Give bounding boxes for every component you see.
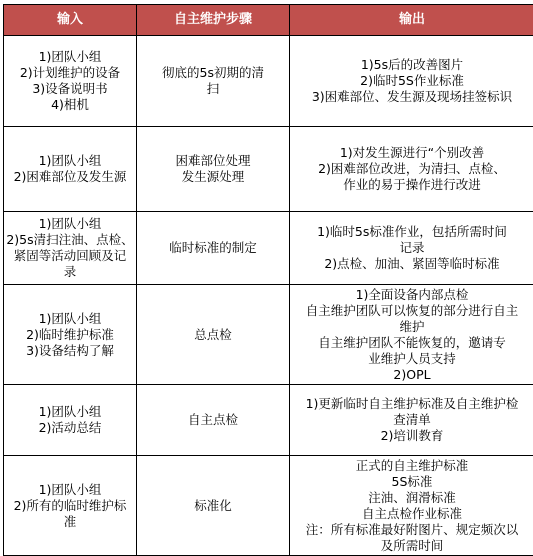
table-row bbox=[4, 212, 533, 285]
output-line: 2)临时5S作业标准 bbox=[360, 73, 464, 88]
step-line: 自主点检 bbox=[187, 412, 238, 427]
step-line: 标准化 bbox=[194, 497, 232, 513]
input-line: 2)所有的临时维护标 bbox=[13, 497, 127, 513]
input-line: 1)团队小组 bbox=[38, 49, 102, 64]
autonomous-maintenance-table bbox=[3, 4, 533, 556]
input-line: 2)活动总结 bbox=[38, 420, 102, 435]
input-line: 2)临时维护标准 bbox=[26, 326, 114, 342]
table-header-row bbox=[4, 5, 533, 36]
input-line: 3)设备结构了解 bbox=[26, 342, 114, 358]
input-cell bbox=[4, 285, 137, 385]
output-line: 注：所有标准最好附图片、规定频次以 bbox=[305, 521, 519, 537]
input-line: 2)困难部位及发生源 bbox=[13, 169, 127, 184]
output-line: 1)5s后的改善图片 bbox=[360, 57, 464, 72]
output-line: 自主点检作业标准 bbox=[361, 505, 462, 521]
step-line: 临时标准的制定 bbox=[169, 240, 257, 255]
input-line: 准 bbox=[63, 513, 77, 529]
step-cell bbox=[137, 456, 290, 556]
header-output: 输出 bbox=[290, 5, 533, 36]
output-line: 2)困难部位改进，为清扫、点检、 bbox=[318, 161, 506, 176]
output-line: 2)培训教育 bbox=[380, 428, 444, 443]
output-line: 5S标准 bbox=[391, 473, 433, 489]
output-line: 注油、润滑标准 bbox=[368, 489, 456, 505]
step-cell bbox=[137, 127, 290, 212]
step-line: 总点检 bbox=[194, 326, 232, 342]
input-cell bbox=[4, 127, 137, 212]
output-line: 作业的易于操作进行改进 bbox=[343, 177, 481, 192]
output-line: 3)困难部位、发生源及现场挂签标识 bbox=[311, 89, 513, 104]
step-line: 彻底的5s初期的清 bbox=[162, 65, 264, 80]
header-step: 自主维护步骤 bbox=[137, 5, 290, 36]
output-line: 维护 bbox=[399, 318, 425, 334]
output-line: 自主维护团队不能恢复的，邀请专 bbox=[318, 334, 506, 350]
input-line: 紧固等活动回顾及记 bbox=[13, 248, 127, 263]
table-row bbox=[4, 285, 533, 385]
output-cell bbox=[290, 385, 533, 456]
table-row bbox=[4, 456, 533, 556]
input-line: 1)团队小组 bbox=[38, 404, 102, 419]
input-line: 录 bbox=[63, 264, 77, 279]
output-line: 自主维护团队可以恢复的部分进行自主 bbox=[305, 302, 519, 318]
output-line: 2)OPL bbox=[393, 366, 431, 382]
input-cell bbox=[4, 456, 137, 556]
step-cell bbox=[137, 285, 290, 385]
step-line: 扫 bbox=[206, 81, 220, 96]
table-row bbox=[4, 127, 533, 212]
input-line: 2)5s清扫注油、点检、 bbox=[6, 232, 134, 247]
output-cell bbox=[290, 285, 533, 385]
input-line: 4)相机 bbox=[51, 97, 89, 112]
step-line: 困难部位处理 bbox=[175, 153, 251, 168]
header-input: 输入 bbox=[4, 5, 137, 36]
step-line: 发生源处理 bbox=[181, 169, 245, 184]
output-line: 1)全面设备内部点检 bbox=[355, 286, 469, 302]
output-line: 查清单 bbox=[393, 412, 431, 427]
output-cell bbox=[290, 456, 533, 556]
output-line: 记录 bbox=[399, 240, 425, 255]
output-line: 1)临时5s标准作业，包括所需时间 bbox=[317, 224, 507, 239]
output-cell bbox=[290, 212, 533, 285]
output-line: 2)点检、加油、紧固等临时标准 bbox=[324, 256, 500, 271]
input-line: 1)团队小组 bbox=[38, 153, 102, 168]
input-cell bbox=[4, 36, 137, 127]
output-line: 1)更新临时自主维护标准及自主维护检 bbox=[305, 396, 519, 411]
output-cell bbox=[290, 36, 533, 127]
process-table-container bbox=[3, 4, 533, 556]
output-line: 正式的自主维护标准 bbox=[355, 457, 469, 473]
input-cell bbox=[4, 385, 137, 456]
input-cell bbox=[4, 212, 137, 285]
step-cell bbox=[137, 212, 290, 285]
table-row bbox=[4, 385, 533, 456]
input-line: 3)设备说明书 bbox=[32, 81, 108, 96]
step-cell bbox=[137, 36, 290, 127]
output-line: 业维护人员支持 bbox=[368, 350, 456, 366]
input-line: 1)团队小组 bbox=[38, 481, 102, 497]
output-cell bbox=[290, 127, 533, 212]
step-cell bbox=[137, 385, 290, 456]
table-row bbox=[4, 36, 533, 127]
output-line: 及所需时间 bbox=[380, 537, 444, 553]
input-line: 1)团队小组 bbox=[38, 216, 102, 231]
output-line: 1)对发生源进行“个别改善 bbox=[339, 145, 485, 160]
input-line: 1)团队小组 bbox=[38, 310, 102, 326]
input-line: 2)计划维护的设备 bbox=[19, 65, 121, 80]
